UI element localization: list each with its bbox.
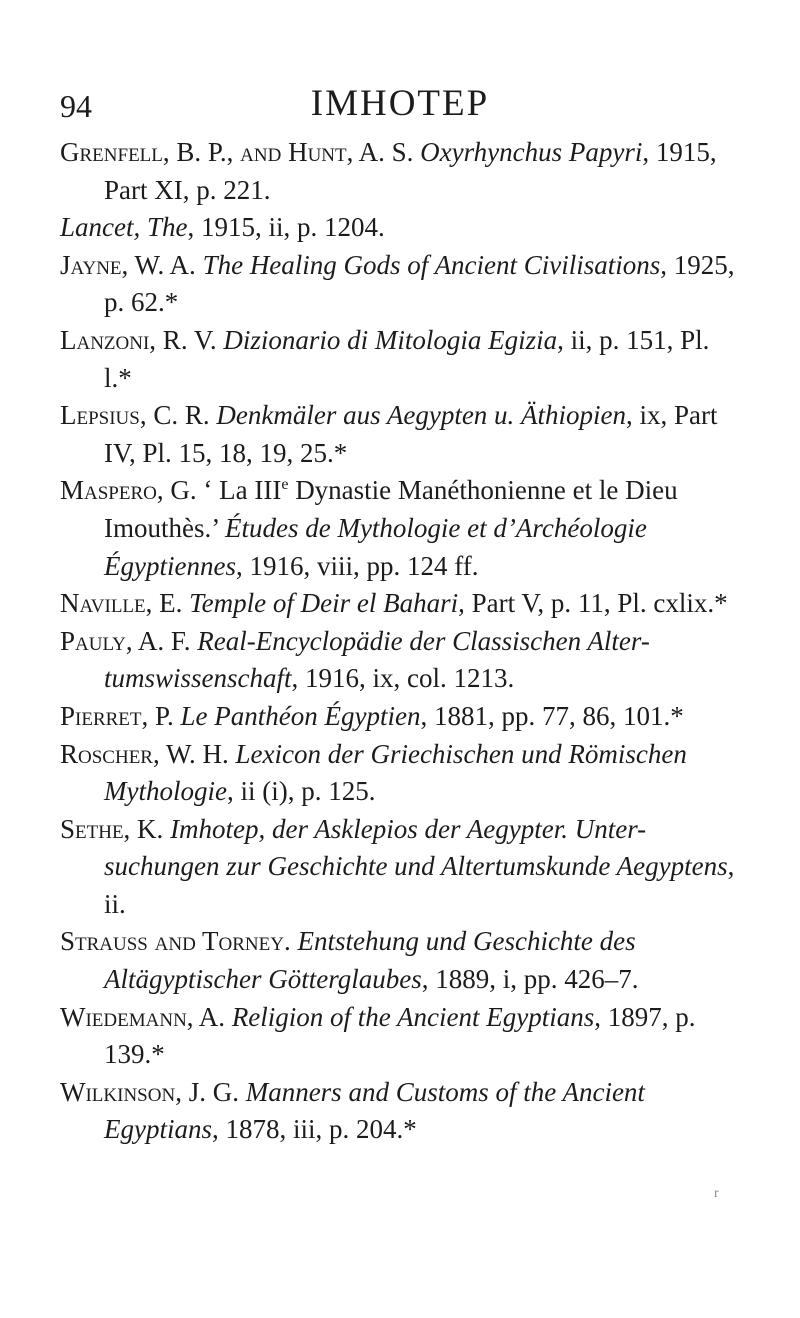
bib-entry <box>60 923 740 998</box>
entry-author: Pierret, P. <box>60 700 174 731</box>
page-number: 94 <box>60 88 92 124</box>
entry-details: , 1916, ix, col. 1213. <box>291 663 515 694</box>
entry-title: Le Panthéon Égyptien <box>180 700 421 731</box>
bib-entry <box>60 134 740 209</box>
entry-title: Imhotep, der Asklepios der Aegypter. Unter-suchungen zur Geschichte und Altertumskunde Aegyptens <box>104 813 728 882</box>
bib-entry <box>60 397 740 472</box>
bib-entry <box>60 736 740 811</box>
superscript-e: e <box>281 476 289 494</box>
bib-entry <box>60 1074 740 1149</box>
bib-entry <box>60 585 740 623</box>
article-title-rest: Dynastie Manéthonienne et le Dieu Imouthès.’ <box>104 475 678 543</box>
entry-details: , 1925, p. 62.* <box>104 249 735 318</box>
entry-author: Lepsius, C. R. <box>60 400 210 431</box>
entry-details: , 1881, pp. 77, 86, 101.* <box>420 700 684 731</box>
entry-author: Roscher, W. H. <box>60 738 229 769</box>
entry-author: Sethe, K. <box>60 813 164 844</box>
bib-entry <box>60 322 740 397</box>
entry-details: , ii (i), p. 125. <box>226 776 376 807</box>
entry-details: , 1889, i, pp. 426–7. <box>421 964 639 995</box>
entry-title: The Healing Gods of Ancient Civilisations <box>202 249 661 280</box>
entry-details: , 1897, p. 139.* <box>104 1001 696 1070</box>
entry-details: , Part V, p. 11, Pl. cxlix.* <box>458 588 728 619</box>
entry-details: , ii. <box>104 851 735 919</box>
entry-author: Lanzoni, R. V. <box>60 324 217 355</box>
entry-title: Religion of the Ancient Egyptians <box>231 1001 595 1032</box>
bibliography-list <box>60 134 740 1149</box>
entry-author: Jayne, W. A. <box>60 249 196 280</box>
entry-author: Grenfell, B. P., and Hunt, A. S. <box>60 137 414 167</box>
entry-author: Strauss and Torney. <box>60 926 291 957</box>
entry-title: Lancet, The <box>60 212 188 243</box>
article-title-open: ‘ La III <box>203 475 282 506</box>
entry-title: Lexicon der Griechischen und Römischen Mythologie <box>104 738 687 807</box>
entry-details: , 1916, viii, pp. 124 ff. <box>235 550 479 581</box>
entry-details: , 1915, Part XI, p. 221. <box>104 137 717 205</box>
entry-details: , ix, Part IV, Pl. 15, 18, 19, 25.* <box>104 400 718 468</box>
stray-print-mark: r <box>714 1186 719 1201</box>
bib-entry <box>60 698 740 736</box>
entry-author: Maspero, G. <box>60 475 197 506</box>
bib-entry <box>60 811 740 924</box>
entry-title: Temple of Deir el Bahari <box>189 588 459 619</box>
entry-title: Denkmäler aus Aegypten u. Äthiopien <box>216 400 627 431</box>
bib-entry <box>60 623 740 698</box>
bib-entry <box>60 209 740 247</box>
entry-author: Pauly, A. F. <box>60 625 191 656</box>
entry-title: Études de Mythologie et d’Archéologie Égyptiennes <box>104 512 647 581</box>
entry-author: Wilkinson, J. G. <box>60 1076 239 1107</box>
running-title: IMHOTEP <box>310 83 490 124</box>
entry-author: Wiedemann, A. <box>60 1001 226 1032</box>
entry-title: Entstehung und Geschichte des Altägyptischer Götterglaubes <box>104 926 636 995</box>
bib-entry <box>60 247 740 322</box>
bib-entry <box>60 472 740 585</box>
entry-details: , 1915, ii, p. 1204. <box>187 212 385 243</box>
entry-title: Real-Encyclopädie der Classischen Alter-tumswissenschaft <box>104 625 650 694</box>
bib-entry <box>60 999 740 1074</box>
entry-details: , 1878, iii, p. 204.* <box>212 1114 417 1145</box>
entry-title: Manners and Customs of the Ancient Egyptians <box>104 1076 645 1145</box>
entry-author: Naville, E. <box>60 588 183 619</box>
entry-details: , ii, p. 151, Pl. l.* <box>104 324 710 393</box>
entry-title: Dizionario di Mitologia Egizia <box>223 324 558 355</box>
running-head <box>60 84 740 128</box>
entry-title: Oxyrhynchus Papyri <box>420 137 643 167</box>
